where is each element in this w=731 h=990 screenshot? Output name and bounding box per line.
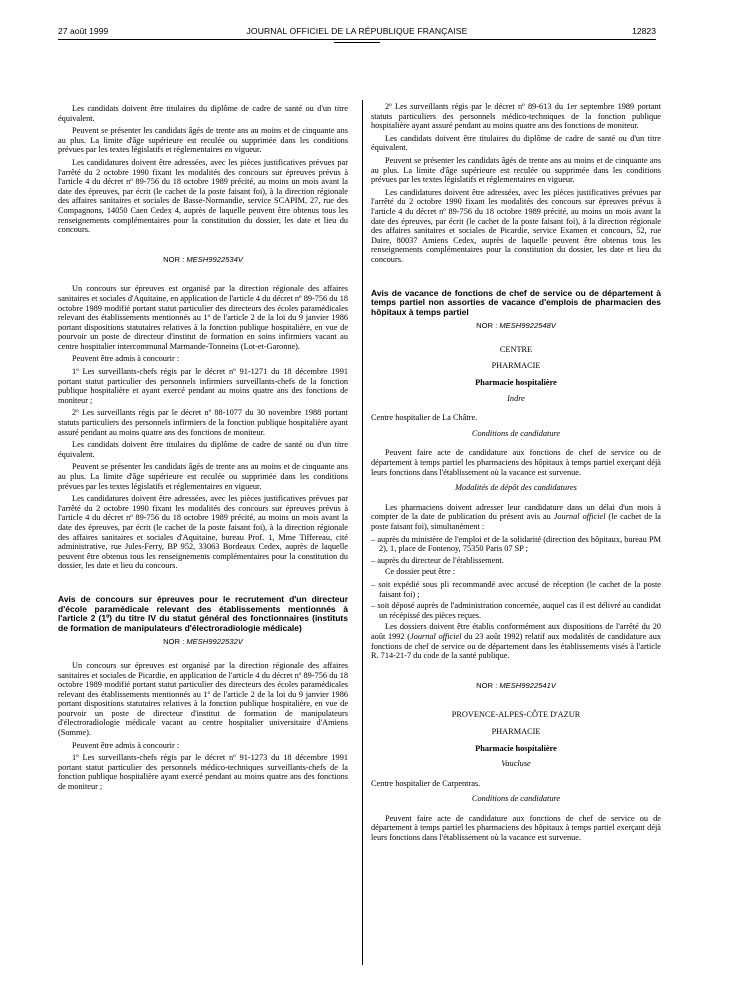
paragraph: 2º Les surveillants régis par le décret nº 89-613 du 1er septembre 1989 portant statuts particuliers des personnels médico-techniques de la fonction publique hospitalière ayant assuré pendant au moins quatre ans des fonctions de moniteur.	[371, 102, 661, 131]
list-item: – soit déposé auprès de l'administration concernée, auquel cas il est délivré au candidat un récépissé des pièces reçues.	[371, 601, 661, 620]
column-divider	[362, 100, 363, 965]
paragraph: 1º Les surveillants-chefs régis par le décret nº 91-1271 du 18 décembre 1991 portant statut particulier des personnels infirmiers surveillants-chefs de la fonction publique hospitalière et ayant exercé pendant au moins quatre ans des fonctions de moniteur ;	[58, 367, 348, 405]
section-title: Avis de vacance de fonctions de chef de service ou de département à temps partiel non assorties de vacance d'emplois de pharmacien des hôpitaux à temps partiel	[371, 287, 661, 317]
paragraph	[371, 503, 661, 532]
header-rule	[58, 39, 656, 40]
nor-reference	[371, 321, 661, 331]
nor-code: MESH9922534V	[186, 254, 243, 264]
nor-reference	[371, 681, 661, 691]
subspecialty-heading: Pharmacie hospitalière	[475, 743, 557, 753]
paragraph: Un concours sur épreuves est organisé par la direction régionale des affaires sanitaires et sociales de Picardie, en application de l'article 4 du décret nº 89-756 du 18 octobre 1989 modifié portant statut particulier des directeurs des écoles paramédicales relevant des établissements mentionnés au 1º de l'article 2 de la loi du 9 janvier 1986 portant dispositions statutaires relatives à la fonction publique hospitalière, en vue de pourvoir un poste de directeur d'institut de formation de manipulateurs d'électroradiologie médicale vacant au centre hospitalier universitaire d'Amiens (Somme).	[58, 660, 348, 738]
journal-title: JOURNAL OFFICIEL DE LA RÉPUBLIQUE FRANÇAISE	[246, 26, 468, 36]
submission-heading: Modalités de dépôt des candidatures	[455, 483, 577, 493]
hospital-name: Centre hospitalier de Carpentras.	[371, 778, 481, 788]
paragraph: Peuvent se présenter les candidats âgés de trente ans au moins et de cinquante ans au plus. La limite d'âge supérieure est reculée ou supprimée dans les conditions prévues par les textes législatifs et réglementaires en vigueur.	[58, 126, 348, 155]
subspecialty-heading: Pharmacie hospitalière	[475, 378, 557, 388]
list-item: – auprès du directeur de l'établissement.	[371, 555, 504, 565]
paragraph: Les candidatures doivent être adressées, avec les pièces justificatives prévues par l'arrêté du 2 octobre 1990 fixant les modalités des concours sur épreuves prévus à l'article 4 du décret nº 89-756 du 18 octobre 1989 précité, au moins un mois avant la date des épreuves, par écrit (le cachet de la poste faisant foi), à la direction régionale des affaires sanitaires et sociales de Picardie, service Examen et concours, 52, rue Daire, 80037 Amiens Cedex, auprès de laquelle peuvent être obtenus tous les renseignements complémentaires pour la constitution du dossier, les date et lieu du concours.	[371, 187, 661, 264]
nor-reference	[58, 255, 348, 265]
section-title: Avis de concours sur épreuves pour le recrutement d'un directeur d'école paramédicale relevant des établissements mentionnés à l'article 2 (1º) du titre IV du statut général des fonctionnaires (instituts de formation de manipulateurs d'électroradiologie médicale)	[58, 593, 348, 633]
list-item: – soit expédié sous pli recommandé avec accusé de réception (le cachet de la poste faisant foi) ;	[371, 579, 661, 599]
paragraph: Peuvent faire acte de candidature aux fonctions de chef de service ou de département à temps partiel les pharmaciens des hôpitaux à temps partiel exerçant déjà leurs fonctions dans l'établissement où la vacance est survenue.	[371, 448, 661, 477]
header-ornament-rule	[334, 42, 380, 43]
header-date: 27 août 1999	[58, 26, 109, 36]
paragraph: Les candidats doivent être titulaires du diplôme de cadre de santé ou d'un titre équivalent.	[58, 104, 348, 123]
region-heading: CENTRE	[499, 344, 533, 354]
text-segment: (le cachet de la poste faisant foi), simultanément :	[371, 512, 661, 531]
specialty-heading: PHARMACIE	[491, 361, 541, 371]
paragraph: Un concours sur épreuves est organisé par la direction régionale des affaires sanitaires et sociales d'Aquitaine, en application de l'article 4 du décret nº 89-756 du 18 octobre 1989 modifié portant statut particulier des directeurs des écoles paramédicales relevant des établissements mentionnés au 1º de l'article 2 de la loi du 9 janvier 1986 portant dispositions statutaires relatives à la fonction publique hospitalière, en vue de pourvoir un poste de directeur d'institut de formation en soins infirmiers vacant au centre hospitalier intercommunal Marmande-Tonneins (Lot-et-Garonne).	[58, 284, 348, 351]
paragraph: Peuvent se présenter les candidats âgés de trente ans au moins et de cinquante ans au plus. La limite d'âge supérieure est reculée ou supprimée dans les conditions prévues par les textes législatifs et réglementaires en vigueur.	[371, 155, 661, 185]
nor-code: MESH9922541V	[499, 680, 556, 690]
paragraph: Peuvent être admis à concourir :	[72, 354, 180, 364]
specialty-heading: PHARMACIE	[491, 726, 541, 736]
text-segment: Les dossiers doivent être établis conformément aux dispositions de l'arrêté du 20 août 1992 (	[371, 622, 661, 641]
nor-label: NOR :	[476, 321, 498, 331]
nor-reference	[58, 637, 348, 647]
region-heading: PROVENCE-ALPES-CÔTE D'AZUR	[451, 710, 581, 720]
text-segment: du 23 août 1992) relatif aux modalités de candidature aux fonctions de chef de service ou de département dans les établissements visés à l'article R. 714-21-7 du code de la santé publique.	[371, 631, 661, 661]
paragraph	[371, 622, 661, 660]
paragraph: 2º Les surveillants régis par le décret nº 88-1077 du 30 novembre 1988 portant statuts particuliers des personnels infirmiers de la fonction publique hospitalière ayant assuré pendant au moins quatre ans des fonctions de moniteur.	[58, 408, 348, 437]
hospital-name: Centre hospitalier de La Châtre.	[371, 413, 478, 423]
department-heading: Indre	[507, 393, 525, 403]
paragraph: Ce dossier peut être :	[385, 567, 456, 577]
journal-ref: Journal officiel	[409, 631, 462, 641]
nor-label: NOR :	[476, 680, 498, 690]
paragraph: Les candidatures doivent être adressées, avec les pièces justificatives prévues par l'arrêté du 2 octobre 1990 fixant les modalités des concours sur épreuves prévus à l'article 4 du décret nº 89-756 du 18 octobre 1989 précité, au moins un mois avant la date des épreuves, par écrit (le cachet de la poste faisant foi), à la direction régionale des affaires sanitaires et sociales d'Aquitaine, bureau Prof. 1, Mme Tiffereau, cité administrative, rue Jules-Ferry, BP 952, 33063 Bordeaux Cedex, auprès de laquelle peuvent être obtenus tous les renseignements complémentaires pour la constitution du dossier, les date et lieu du concours.	[58, 494, 348, 571]
conditions-heading: Conditions de candidature	[471, 794, 561, 804]
journal-ref: Journal officiel	[553, 512, 606, 522]
page-header	[58, 26, 656, 48]
nor-label: NOR :	[163, 637, 185, 647]
paragraph: Les candidats doivent être titulaires du diplôme de cadre de santé ou d'un titre équivalent.	[371, 133, 661, 153]
paragraph: Les candidats doivent être titulaires du diplôme de cadre de santé ou d'un titre équivalent.	[58, 440, 348, 459]
text-segment: Les pharmaciens doivent adresser leur candidature dans un délai d'un mois à compter de la date de publication du présent avis au	[371, 502, 661, 522]
nor-label: NOR :	[163, 254, 185, 264]
nor-code: MESH9922532V	[186, 637, 243, 647]
paragraph: Peuvent se présenter les candidats âgés de trente ans au moins et de cinquante ans au plus. La limite d'âge supérieure est reculée ou supprimée dans les conditions prévues par les textes législatifs et réglementaires en vigueur.	[58, 462, 348, 491]
right-column	[371, 102, 661, 846]
paragraph: Peuvent faire acte de candidature aux fonctions de chef de service ou de département à temps partiel les pharmaciens des hôpitaux à temps partiel exerçant déjà leurs fonctions dans l'établissement où la vacance est survenue.	[371, 813, 661, 843]
left-column	[58, 104, 348, 795]
nor-code: MESH9922548V	[499, 321, 556, 331]
page-number: 12823	[632, 26, 656, 36]
list-item: – auprès du ministère de l'emploi et de la solidarité (direction des hôpitaux, bureau PM 2), 1, place de Fontenoy, 75350 Paris 07 SP ;	[371, 534, 661, 554]
conditions-heading: Conditions de candidature	[471, 428, 561, 438]
paragraph: 1º Les surveillants-chefs régis par le décret nº 91-1273 du 18 décembre 1991 portant statut particulier des personnels médico-techniques surveillants-chefs de la fonction publique hospitalière ayant exercé pendant au moins quatre ans des fonctions de moniteur ;	[58, 753, 348, 792]
paragraph: Peuvent être admis à concourir :	[72, 740, 180, 750]
department-heading: Vaucluse	[501, 759, 531, 769]
paragraph: Les candidatures doivent être adressées, avec les pièces justificatives prévues par l'arrêté du 2 octobre 1990 fixant les modalités des concours sur épreuves prévus à l'article 4 du décret nº 89-756 du 18 octobre 1989 précité, au moins un mois avant la date des épreuves, par écrit (le cachet de la poste faisant foi), à la direction régionale des affaires sanitaires et sociales de Basse-Normandie, service SCAPIM, 27, rue des Compagnons, 14050 Caen Cedex 4, auprès de laquelle peuvent être obtenus tous les renseignements complémentaires pour la constitution du dossier, les date et lieu du concours.	[58, 157, 348, 235]
